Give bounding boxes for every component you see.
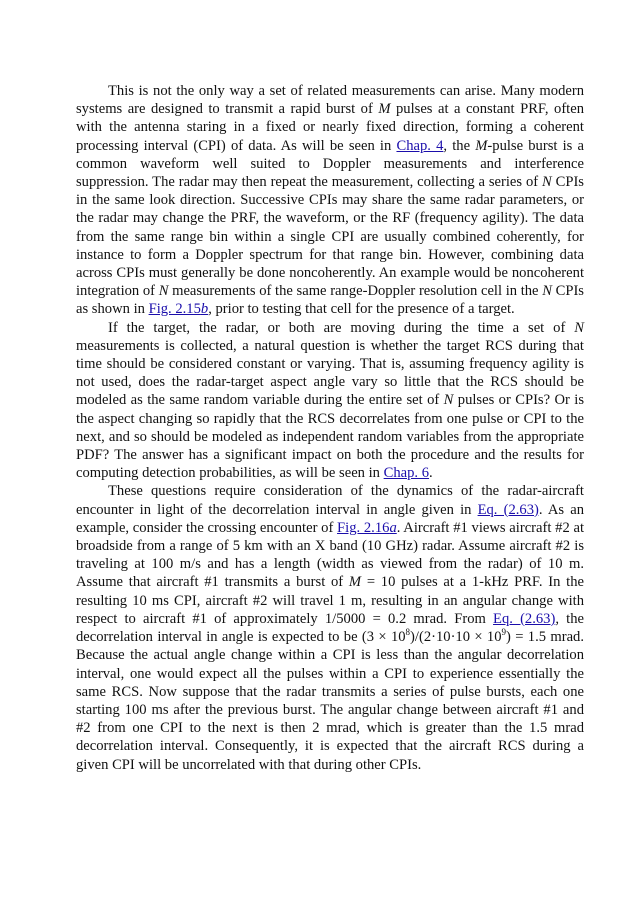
paragraph-1 — [76, 82, 584, 319]
text-run: measurements of the same range-Doppler resolution cell in the — [168, 283, 543, 300]
text-run: . Aircraft #1 views aircraft #2 at broadside from a range of 5 km with an X band (10 GHz) radar. Assume aircraft #2 is traveling at 100 m/s and has a length (width as viewed from the radar) of 10 m. Assume that aircraft #1 transmits a burst of — [76, 519, 584, 591]
text-run: If the target, the radar, or both are moving during the time a set of — [108, 319, 575, 336]
paragraph-2 — [76, 319, 584, 483]
exponent: 9 — [501, 627, 507, 638]
text-run: ) = 1.5 mrad. Because the actual angle change within a CPI is less than the angular decorrelation interval, one would expect all the pulses within a CPI to experience essentially the same RCS. Now suppose that the radar transmits a series of pulse bursts, each one starting 100 ms after the previous burst. The angular change between aircraft #1 and #2 from one CPI to the next is then 2 mrad, which is greater than the 1.5 mrad decorrelation interval. Consequently, it is expected that the aircraft RCS during a given CPI will be uncorrelated with that during other CPIs. — [76, 629, 584, 773]
text-run: -pulse burst is a common waveform well suited to Doppler measurements and interference suppression. The radar may then repeat the measurement, collecting a series of — [76, 137, 585, 191]
text-run: measurements is collected, a natural question is whether the target RCS during that time should be considered constant or varying. That is, assuming frequency agility is not used, does the radar-target aspect angle vary so little that the RCS should be modeled as the same random variable during the entire set of — [76, 337, 584, 409]
text-run: , the — [443, 137, 476, 154]
link-fig-2-15b[interactable] — [149, 301, 209, 317]
text-run: , the decorrelation interval in angle is expected to be (3 × 10 — [76, 610, 584, 646]
link-fig-2-15-panel: b — [200, 301, 209, 318]
variable-M: M — [378, 101, 391, 118]
text-run: )/(2·10·10 × 10 — [410, 629, 502, 646]
text-run: , prior to testing that cell for the presence of a target. — [208, 301, 515, 318]
exponent: 8 — [405, 627, 411, 638]
text-run: This is not the only way a set of related measurements can arise. Many modern systems are designed to transmit a rapid burst of — [76, 83, 584, 118]
text-run: CPIs in the same look direction. Successive CPIs may share the same radar parameters, or the radar may change the PRF, the waveform, or the RF (frequency agility). The data from the same range bin within a single CPI are usually combined coherently, for instance to form a Doppler spectrum for that range bin. However, combining data across CPIs must generally be done noncoherently. An example would be noncoherent integration of — [76, 174, 584, 300]
document-page — [76, 82, 584, 774]
text-run: CPIs as shown in — [76, 283, 584, 318]
variable-M: M — [475, 137, 488, 154]
text-run: . — [429, 465, 433, 482]
text-run: = 10 pulses at a 1-kHz PRF. In the resulting 10 ms CPI, aircraft #2 will travel 1 m, resulting in an angular change with respect to aircraft #1 of approximately 1/5000 = 0.2 mrad. From — [76, 574, 584, 627]
link-eq-2-63[interactable]: Eq. (2.63) — [477, 501, 539, 518]
link-fig-2-15-text: Fig. 2.15 — [148, 301, 201, 318]
link-eq-2-63[interactable]: Eq. (2.63) — [493, 610, 556, 627]
text-run: . As an example, consider the crossing encounter of — [76, 501, 584, 536]
variable-N: N — [443, 392, 454, 409]
paragraph-3 — [76, 482, 584, 773]
link-fig-2-16a[interactable] — [337, 520, 397, 536]
variable-N: N — [541, 174, 552, 191]
link-chap-6[interactable]: Chap. 6 — [383, 465, 430, 482]
text-run: pulses at a constant PRF, often with the antenna staring in a fixed or nearly fixed direction, forming a coherent processing interval (CPI) of data. As will be seen in — [76, 101, 585, 154]
variable-N: N — [158, 283, 169, 300]
link-chap-4[interactable]: Chap. 4 — [396, 137, 444, 154]
variable-N: N — [542, 283, 552, 300]
link-fig-2-16-text: Fig. 2.16 — [337, 519, 390, 536]
link-fig-2-16-panel: a — [389, 519, 397, 536]
text-run: These questions require consideration of the dynamics of the radar-aircraft encounter in light of the decorrelation interval in angle given in — [76, 483, 584, 518]
text-run: pulses or CPIs? Or is the aspect changing so rapidly that the RCS decorrelates from one pulse or CPI to the next, and so should be modeled as independent random variables from the appropriate PDF? The answer has a significant impact on both the procedure and the results for computing detection probabilities, as will be seen in — [76, 392, 584, 482]
variable-M: M — [348, 574, 362, 591]
variable-N: N — [574, 319, 584, 336]
